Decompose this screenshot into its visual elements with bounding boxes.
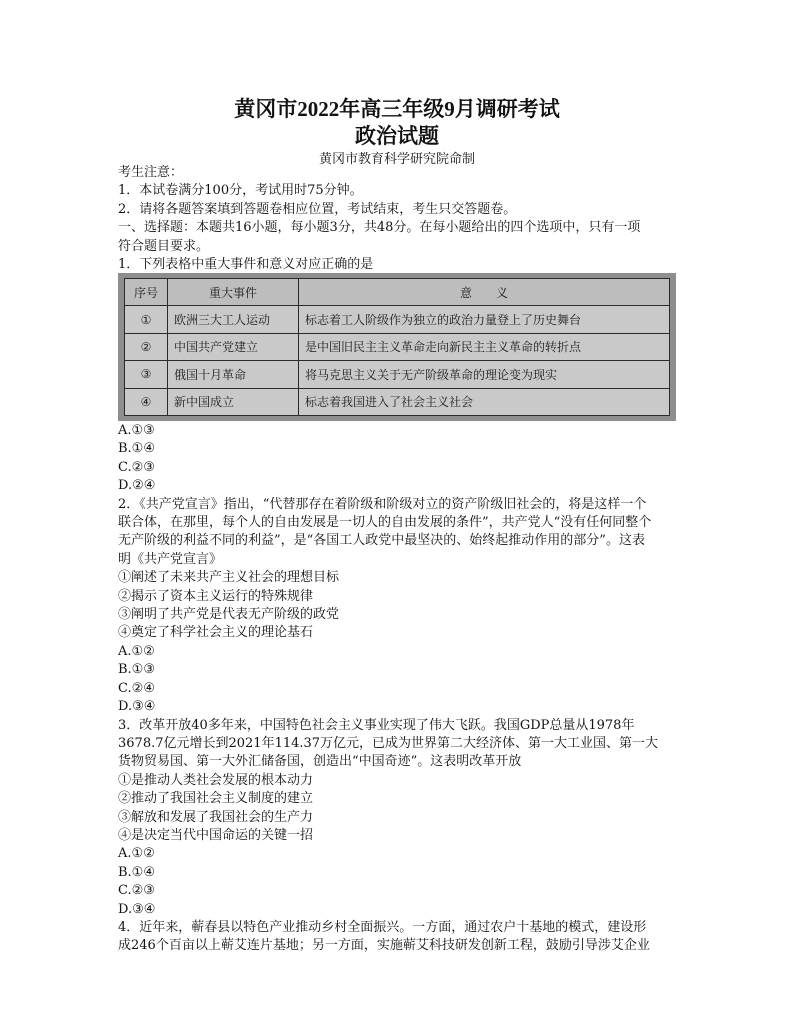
question-4-line: 4．近年来，蕲春县以特色产业推动乡村全面振兴。一方面，通过农户十基地的模式，建设形 xyxy=(118,919,647,935)
notice-heading: 考生注意： xyxy=(118,165,184,180)
question-2-line: 无产阶级的利益不同的利益”，是“各国工人政党中最坚决的、始终起推动作用的部分”。这表 xyxy=(118,533,645,549)
option: A.①③ xyxy=(118,423,155,438)
option: B.①④ xyxy=(118,864,155,880)
statement: ④奠定了科学社会主义的理论基石 xyxy=(118,625,314,641)
question-1-stem: 1．下列表格中重大事件和意义对应正确的是 xyxy=(118,257,374,273)
statement: ④是决定当代中国命运的关键一招 xyxy=(118,827,314,843)
table-cell: 将马克思主义关于无产阶级革命的理论变为现实 xyxy=(299,361,670,388)
table-header: 重大事件 xyxy=(168,279,299,306)
table-cell: 俄国十月革命 xyxy=(168,361,299,388)
events-table xyxy=(124,278,670,416)
table-header-row xyxy=(125,279,670,306)
exam-title: 黄冈市2022年高三年级9月调研考试 xyxy=(234,97,560,121)
option: C.②④ xyxy=(118,680,155,696)
table-cell: ① xyxy=(125,306,168,333)
question-3-line: 货物贸易国、第一大外汇储备国，创造出“中国奇迹”。这表明改革开放 xyxy=(118,754,522,770)
subject-title: 政治试题 xyxy=(355,124,439,148)
events-table-photo xyxy=(118,273,676,421)
intro-block xyxy=(118,164,680,274)
question-2-line: 2．《共产党宣言》指出，“代替那存在着阶级和阶级对立的资产阶级旧社会的，将是这样一个 xyxy=(118,496,647,512)
table-row xyxy=(125,333,670,360)
option: D.②④ xyxy=(118,478,156,494)
table-cell: ② xyxy=(125,333,168,360)
question-4-line: 成246个百亩以上蕲艾连片基地；另一方面，实施蕲艾科技研发创新工程，鼓励引导涉艾企业 xyxy=(118,938,650,954)
questions-block xyxy=(118,422,680,956)
issuer-line: 黄冈市教育科学研究院命制 xyxy=(318,152,475,167)
section-intro: 一、选择题：本题共16小题，每小题3分，共48分。在每小题给出的四个选项中，只有一项 xyxy=(118,220,641,236)
table-cell: 标志着工人阶级作为独立的政治力量登上了历史舞台 xyxy=(299,306,670,333)
statement: ②推动了我国社会主义制度的建立 xyxy=(118,791,314,807)
question-2-line: 联合体，在那里，每个人的自由发展是一切人的自由发展的条件”，共产党人“没有任何同整个 xyxy=(118,515,652,531)
statement: ①是推动人类社会发展的根本动力 xyxy=(118,772,314,788)
statement: ①阐述了未来共产主义社会的理想目标 xyxy=(118,570,340,586)
table-cell: 中国共产党建立 xyxy=(168,333,299,360)
table-header: 意 义 xyxy=(299,279,670,306)
option: D.③④ xyxy=(118,699,156,715)
table-cell: ④ xyxy=(125,388,168,415)
statement: ③解放和发展了我国社会的生产力 xyxy=(118,809,314,825)
table-row xyxy=(125,388,670,415)
statement: ③阐明了共产党是代表无产阶级的政党 xyxy=(118,607,340,623)
question-3-line: 3．改革开放40多年来，中国特色社会主义事业实现了伟大飞跃。我国GDP总量从1978年 xyxy=(118,717,635,733)
option: A.①② xyxy=(118,846,155,862)
option: A.①② xyxy=(118,643,155,659)
table-row xyxy=(125,361,670,388)
table-row xyxy=(125,306,670,333)
section-intro: 符合题目要求。 xyxy=(118,238,210,254)
table-cell: ③ xyxy=(125,361,168,388)
question-3-line: 3678.7亿元增长到2021年114.37万亿元，已成为世界第二大经济体、第一大工业国、第一大 xyxy=(118,735,659,751)
option: B.①④ xyxy=(118,441,155,457)
statement: ②揭示了资本主义运行的特殊规律 xyxy=(118,588,314,604)
option: B.①③ xyxy=(118,662,155,678)
table-cell: 标志着我国进入了社会主义社会 xyxy=(299,388,670,415)
notice-item: 1．本试卷满分100分，考试用时75分钟。 xyxy=(118,183,363,199)
table-cell: 欧洲三大工人运动 xyxy=(168,306,299,333)
option: D.③④ xyxy=(118,901,156,917)
option: C.②③ xyxy=(118,883,155,899)
table-header: 序号 xyxy=(125,279,168,306)
notice-item: 2．请将各题答案填到答题卷相应位置，考试结束，考生只交答题卷。 xyxy=(118,201,517,217)
question-2-line: 明《共产党宣言》 xyxy=(118,551,223,567)
table-cell: 新中国成立 xyxy=(168,388,299,415)
option: C.②③ xyxy=(118,459,155,475)
table-cell: 是中国旧民主主义革命走向新民主主义革命的转折点 xyxy=(299,333,670,360)
